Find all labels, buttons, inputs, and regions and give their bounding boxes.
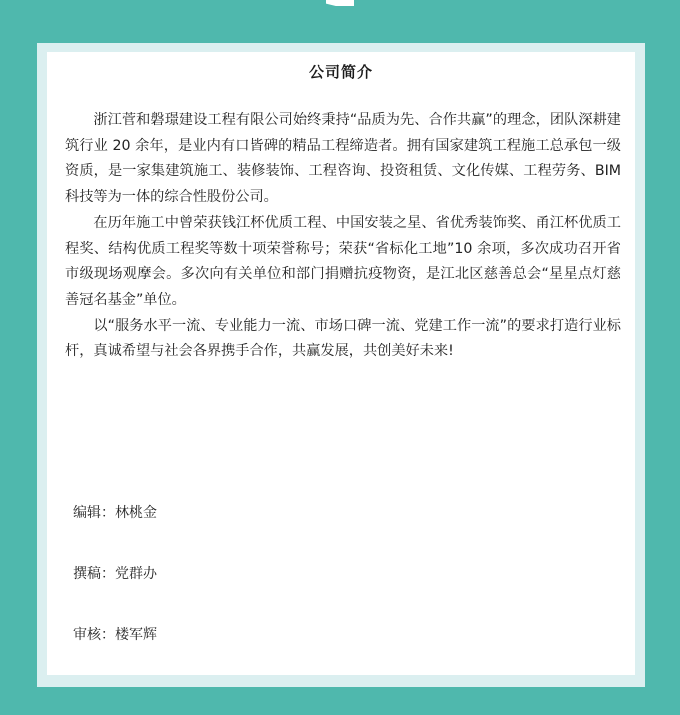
intro-paragraph-3: 以“服务水平一流、专业能力一流、市场口碑一流、党建工作一流”的要求打造行业标杆，真诚希望与社会各界携手合作，共赢发展，共创美好未来! — [65, 317, 621, 360]
writer-credit: 撰稿：党群办 — [73, 566, 157, 582]
company-intro-card — [47, 52, 635, 675]
intro-paragraph-1: 浙江菅和磐璟建设工程有限公司始终秉持“品质为先、合作共赢”的理念，团队深耕建筑行业 20 余年，是业内有口皆碑的精品工程缔造者。拥有国家建筑工程施工总承包一级资质，是一家集建筑施工、装修装饰、工程咨询、投资租赁、文化传媒、工程劳务、BIM科技等为一体的综合性股份公司。 — [65, 112, 621, 206]
top-notch-decoration — [326, 0, 354, 6]
page-title: 公司简介 — [308, 63, 373, 81]
editor-credit: 编辑：林桃金 — [73, 505, 157, 521]
reviewer-credit: 审核：楼军辉 — [73, 627, 157, 643]
intro-body — [65, 108, 621, 365]
intro-paragraph-2: 在历年施工中曾荣获钱江杯优质工程、中国安装之星、省优秀装饰奖、甬江杯优质工程奖、结构优质工程奖等数十项荣誉称号；荣获“省标化工地”10 余项，多次成功召开省市级现场观摩会。多次向有关单位和部门捐赠抗疫物资，是江北区慈善总会“星星点灯慈善冠名基金”单位。 — [65, 214, 621, 308]
